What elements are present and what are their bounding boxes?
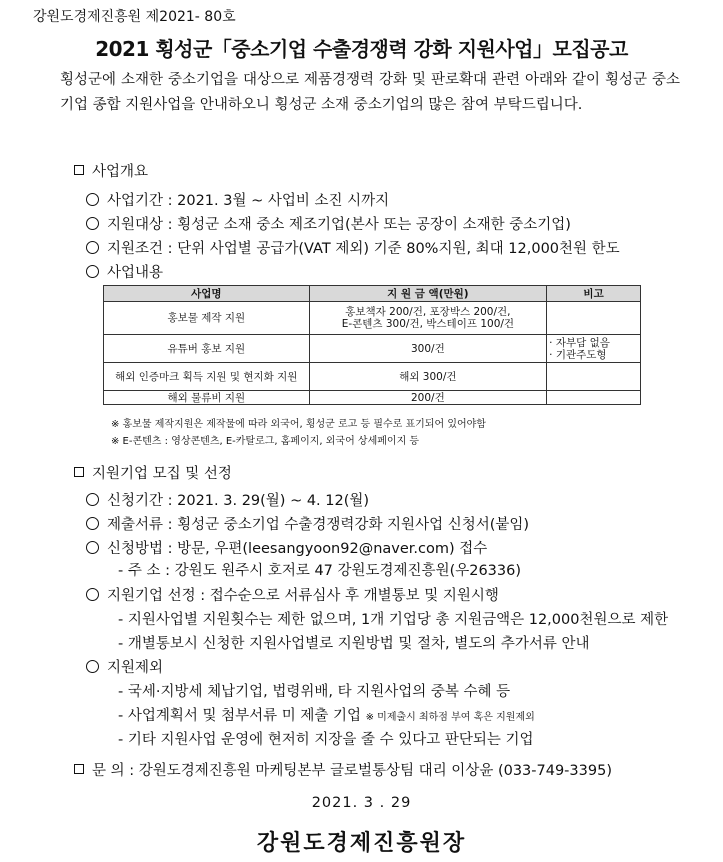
overview-content: 사업내용	[107, 265, 164, 281]
section-overview-label: 사업개요	[92, 164, 149, 180]
table-cell-name: 해외 물류비 지원	[104, 391, 310, 405]
circle-bullet-icon	[86, 588, 99, 601]
note-line: · 자부담 없음	[549, 336, 610, 349]
exclusion-detail: - 기타 지원사업 운영에 현저히 지장을 줄 수 있다고 판단되는 기업	[118, 732, 534, 748]
circle-bullet-icon	[86, 193, 99, 206]
table-footnote: ※ E-콘텐츠 : 영상콘텐츠, E-카탈로그, 홈페이지, 외국어 상세페이지 등	[111, 436, 420, 447]
table-cell-note	[547, 391, 641, 405]
note-line: · 기관주도형	[549, 348, 607, 361]
circle-bullet-icon	[86, 241, 99, 254]
recruit-documents: 제출서류 : 횡성군 중소기업 수출경쟁력강화 지원사업 신청서(붙임)	[107, 517, 530, 533]
table-header: 사업명	[104, 286, 310, 302]
table-cell-name: 해외 인증마크 획득 지원 및 현지화 지원	[104, 363, 310, 391]
recruit-method: 신청방법 : 방문, 우편(leesangyoon92@naver.com) 접수	[107, 541, 488, 557]
contact-line	[74, 759, 612, 780]
table-row	[104, 391, 641, 405]
amount-line: E-콘텐츠 300/건, 박스테이프 100/건	[341, 318, 515, 330]
overview-item	[86, 237, 620, 258]
recruit-item	[86, 537, 487, 558]
overview-period: 사업기간 : 2021. 3월 ~ 사업비 소진 시까지	[107, 193, 390, 209]
exclusion-detail: - 국세·지방세 체납기업, 법령위배, 타 지원사업의 중복 수혜 등	[118, 684, 511, 700]
overview-item	[86, 213, 571, 234]
square-bullet-icon	[74, 467, 84, 477]
selection-detail: - 지원사업별 지원횟수는 제한 없으며, 1개 기업당 총 지원금액은 12,000천원으로 제한	[118, 612, 669, 628]
section-recruit-heading	[74, 462, 232, 483]
exclusion-detail	[118, 704, 535, 725]
amount-line: 홍보책자 200/건, 포장박스 200/건,	[345, 306, 511, 318]
table-cell-note	[547, 335, 641, 363]
overview-condition: 지원조건 : 단위 사업별 공급가(VAT 제외) 기준 80%지원, 최대 12,000천원 한도	[107, 241, 620, 257]
recruit-item	[86, 584, 499, 605]
recruit-item	[86, 656, 163, 677]
table-cell-amount	[309, 302, 547, 335]
table-cell-name: 홍보물 제작 지원	[104, 302, 310, 335]
table-cell-amount: 300/건	[309, 335, 547, 363]
recruit-address: - 주 소 : 강원도 원주시 호저로 47 강원도경제진흥원(우26336)	[118, 563, 522, 579]
recruit-period: 신청기간 : 2021. 3. 29(월) ~ 4. 12(월)	[107, 493, 370, 509]
issuer-signature: 강원도경제진흥원장	[256, 830, 467, 856]
program-table	[103, 285, 641, 405]
circle-bullet-icon	[86, 493, 99, 506]
intro-paragraph: 횡성군에 소재한 중소기업을 대상으로 제품경쟁력 강화 및 판로확대 관련 아래와 같이 횡성군 중소기업 종합 지원사업을 안내하오니 횡성군 소재 중소기업의 많은 참여 부탁드립니다.	[60, 72, 680, 113]
circle-bullet-icon	[86, 265, 99, 278]
table-header: 비고	[547, 286, 641, 302]
table-row	[104, 363, 641, 391]
table-row	[104, 335, 641, 363]
overview-item	[86, 189, 389, 210]
recruit-exclusion: 지원제외	[107, 660, 164, 676]
circle-bullet-icon	[86, 217, 99, 230]
exclusion-small-note: ※ 미제출시 최하점 부여 혹은 지원제외	[365, 712, 535, 723]
issue-date: 2021. 3 . 29	[311, 795, 412, 811]
table-footnote: ※ 홍보물 제작지원은 제작물에 따라 외국어, 횡성군 로고 등 필수로 표기되어 있어야함	[111, 419, 486, 430]
recruit-selection: 지원기업 선정 : 접수순으로 서류심사 후 개별통보 및 지원시행	[107, 588, 499, 604]
page-title: 2021 횡성군「중소기업 수출경쟁력 강화 지원사업」모집공고	[95, 37, 628, 61]
table-cell-note	[547, 302, 641, 335]
circle-bullet-icon	[86, 541, 99, 554]
table-row	[104, 302, 641, 335]
table-cell-name: 유튜버 홍보 지원	[104, 335, 310, 363]
square-bullet-icon	[74, 165, 84, 175]
table-header: 지 원 금 액(만원)	[309, 286, 547, 302]
table-header-row	[104, 286, 641, 302]
contact-text: 문 의 : 강원도경제진흥원 마케팅본부 글로벌통상팀 대리 이상윤 (033-749-3395)	[92, 763, 612, 779]
recruit-item	[86, 513, 529, 534]
document-number: 강원도경제진흥원 제2021- 80호	[33, 9, 236, 25]
table-cell-amount: 200/건	[309, 391, 547, 405]
overview-target: 지원대상 : 횡성군 소재 중소 제조기업(본사 또는 공장이 소재한 중소기업)	[107, 217, 571, 233]
table-cell-note	[547, 363, 641, 391]
selection-detail: - 개별통보시 신청한 지원사업별로 지원방법 및 절차, 별도의 추가서류 안내	[118, 636, 590, 652]
square-bullet-icon	[74, 764, 84, 774]
overview-item	[86, 261, 163, 282]
table-cell-amount: 해외 300/건	[309, 363, 547, 391]
section-overview-heading	[74, 160, 148, 181]
exclusion-detail-text: - 사업계획서 및 첨부서류 미 제출 기업	[118, 708, 361, 724]
recruit-item	[86, 489, 369, 510]
circle-bullet-icon	[86, 660, 99, 673]
section-recruit-label: 지원기업 모집 및 선정	[92, 466, 232, 482]
circle-bullet-icon	[86, 517, 99, 530]
